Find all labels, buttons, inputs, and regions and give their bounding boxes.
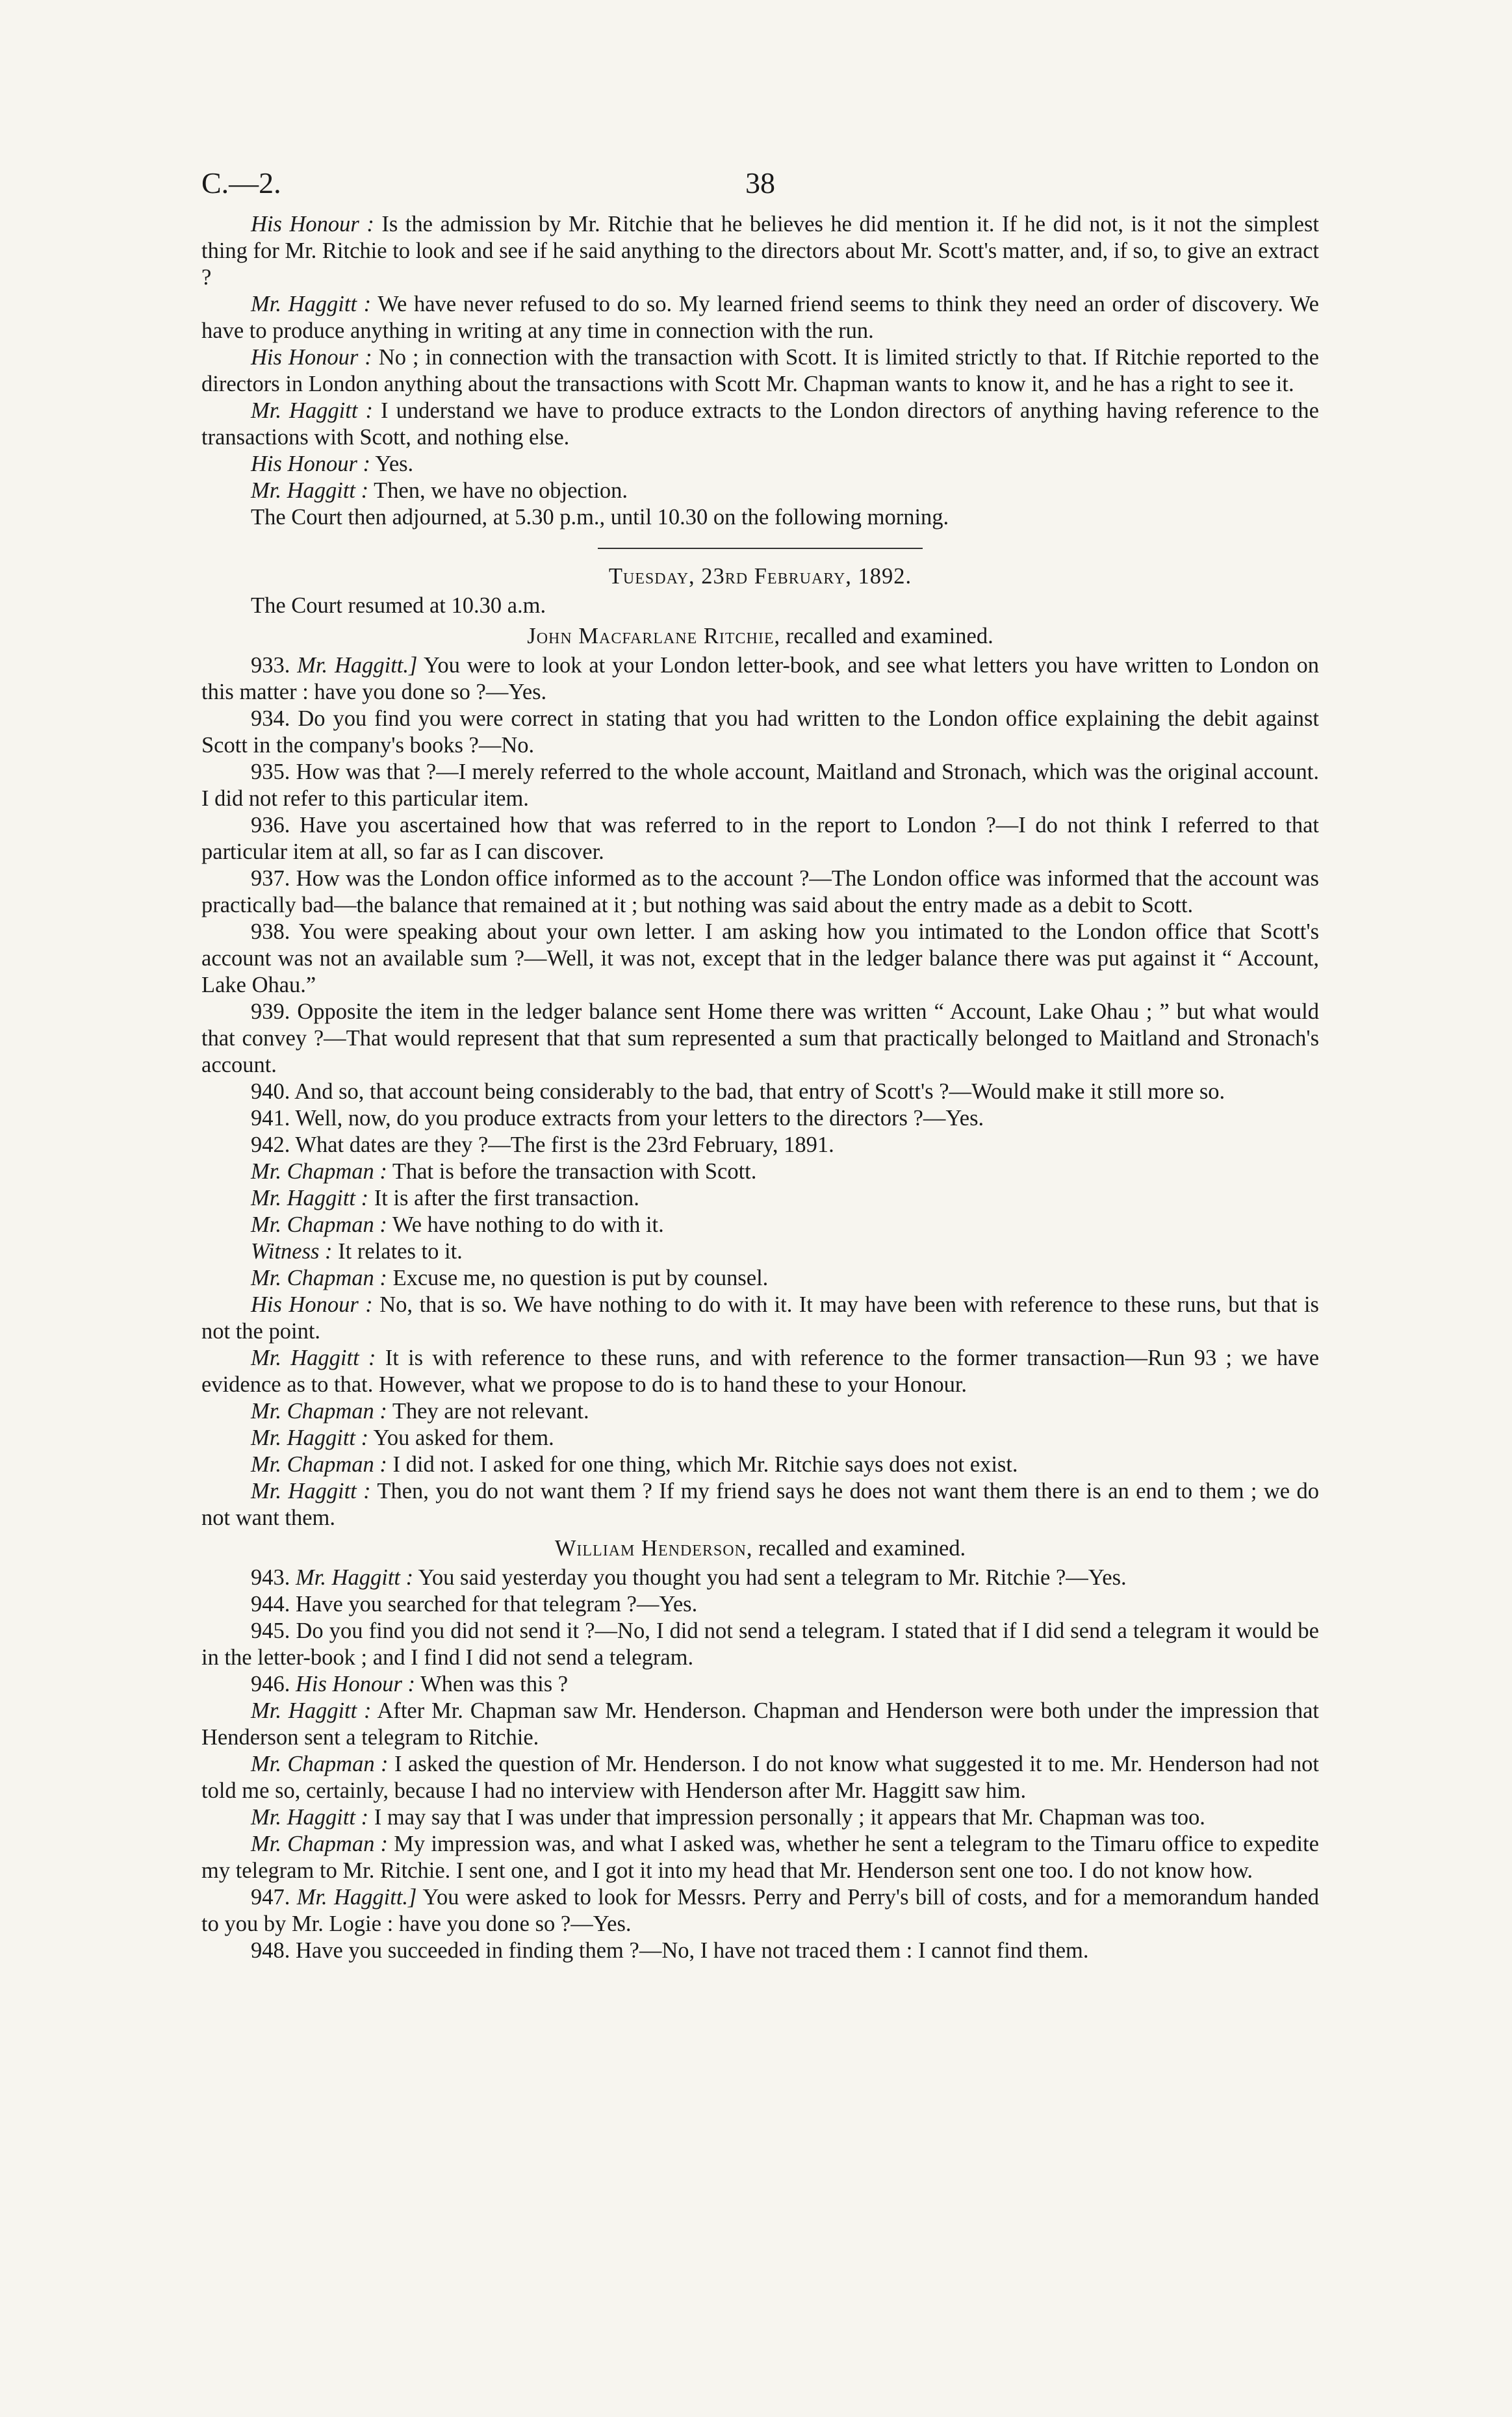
- speaker: Mr. Haggitt :: [251, 1805, 369, 1830]
- speaker: Mr. Chapman :: [251, 1399, 387, 1424]
- paragraph: [201, 1478, 1319, 1531]
- question-paragraph: [201, 999, 1319, 1079]
- page-number: 38: [745, 166, 775, 199]
- paragraph-text: I understand we have to produce extracts to the London directors of anything having reference to the transactions with Scott, and nothing else.: [201, 398, 1319, 450]
- paragraph-text: You asked for them.: [368, 1426, 554, 1450]
- speaker: His Honour :: [251, 345, 372, 370]
- paragraph-text: Have you ascertained how that was referred to in the report to London ?—I do not think I referred to that particular item at all, so far as I can discover.: [201, 813, 1319, 864]
- witness-status: recalled and examined.: [752, 1536, 966, 1561]
- paragraph-text: Then, we have no objection.: [368, 478, 628, 503]
- question-number: 938.: [251, 919, 290, 944]
- paragraph: [201, 1398, 1319, 1425]
- paragraph-text: Then, you do not want them ? If my friend says he does not want them there is an end to them ; we do not want them.: [201, 1479, 1319, 1530]
- paragraph-text: Well, now, do you produce extracts from your letters to the directors ?—Yes.: [290, 1106, 984, 1131]
- paragraph-text: Have you succeeded in finding them ?—No, I have not traced them : I cannot find them.: [290, 1938, 1089, 1963]
- document-code: C.—2.: [201, 166, 281, 199]
- speaker: Mr. Haggitt :: [251, 1479, 371, 1503]
- speaker: Mr. Chapman :: [251, 1452, 387, 1477]
- paragraph: [201, 451, 1319, 478]
- paragraph-text: No ; in connection with the transaction with Scott. It is limited strictly to that. If Ritchie reported to the directors in London anything about the transactions with Scott Mr. Chapman wants to know it, and he has a right to see it.: [201, 345, 1319, 396]
- paragraph-text: What dates are they ?—The first is the 23rd February, 1891.: [290, 1132, 834, 1157]
- speaker: Mr. Haggitt :: [251, 1346, 376, 1370]
- paragraph-text: That is before the transaction with Scott.: [387, 1159, 757, 1184]
- speaker: Mr. Haggitt.]: [296, 1885, 417, 1910]
- question-paragraph: [201, 652, 1319, 706]
- question-paragraph: [201, 1671, 1319, 1698]
- block-3: [201, 1565, 1319, 1964]
- question-paragraph: [201, 1937, 1319, 1964]
- paragraph: [201, 344, 1319, 398]
- page-header: [201, 166, 1319, 211]
- paragraph-text: Is the admission by Mr. Ritchie that he believes he did mention it. If he did not, is it not the simplest thing for Mr. Ritchie to look and see if he said anything to the directors about Mr. Scott's matter, and, if so, to give an extract ?: [201, 212, 1319, 290]
- speaker: Mr. Chapman :: [251, 1752, 389, 1776]
- witness-heading: [201, 623, 1319, 650]
- speaker: Mr. Haggitt :: [251, 292, 372, 316]
- question-paragraph: [201, 1105, 1319, 1132]
- paragraph-text: It relates to it.: [332, 1239, 463, 1264]
- block-1: [201, 211, 1319, 531]
- question-paragraph: [201, 865, 1319, 919]
- speaker: Mr. Haggitt :: [251, 478, 369, 503]
- paragraph: [201, 1238, 1319, 1265]
- paragraph-text: It is after the first transaction.: [368, 1186, 639, 1210]
- paragraph-text: When was this ?: [415, 1672, 569, 1696]
- paragraph-text: How was the London office informed as to the account ?—The London office was informed that the account was practically bad—the balance that remained at it ; but nothing was said about the entry made as a debit to Scott.: [201, 866, 1319, 917]
- speaker: Mr. Haggitt :: [251, 398, 373, 423]
- witness-name: William Henderson,: [554, 1536, 753, 1561]
- speaker: Mr. Haggitt.]: [297, 653, 418, 678]
- paragraph-text: They are not relevant.: [387, 1399, 589, 1424]
- court-resumed: The Court resumed at 10.30 a.m.: [251, 593, 546, 618]
- paragraph-text: The Court then adjourned, at 5.30 p.m., until 10.30 on the following morning.: [251, 505, 949, 530]
- question-number: 947.: [251, 1885, 290, 1910]
- question-paragraph: [201, 1132, 1319, 1158]
- speaker: Mr. Chapman :: [251, 1212, 387, 1237]
- paragraph: [201, 1451, 1319, 1478]
- speaker: Mr. Haggitt :: [296, 1565, 414, 1590]
- paragraph: [201, 1212, 1319, 1238]
- paragraph: [201, 1831, 1319, 1884]
- paragraph: [201, 1751, 1319, 1804]
- paragraph-text: I asked the question of Mr. Henderson. I do not know what suggested it to me. Mr. Henderson had not told me so, certainly, because I had no interview with Henderson after Mr. Haggitt saw him.: [201, 1752, 1319, 1803]
- block-2: [201, 652, 1319, 1531]
- paragraph-text: After Mr. Chapman saw Mr. Henderson. Chapman and Henderson were both under the impression that Henderson sent a telegram to Ritchie.: [201, 1698, 1319, 1750]
- question-number: 941.: [251, 1106, 290, 1131]
- paragraph-text: It is with reference to these runs, and with reference to the former transaction—Run 93 ; we have evidence as to that. However, what we propose to do is to hand these to your Honour.: [201, 1346, 1320, 1397]
- question-number: 937.: [251, 866, 290, 891]
- witness-status: recalled and examined.: [780, 624, 993, 648]
- paragraph-text: Excuse me, no question is put by counsel.: [387, 1266, 769, 1290]
- paragraph-text: You were speaking about your own letter. I am asking how you intimated to the London office that Scott's account was not an available sum ?—Well, it was not, except that in the ledger balance there was put against it “ Account, Lake Ohau.”: [201, 919, 1319, 997]
- question-number: 934.: [251, 706, 290, 731]
- witness-name: John Macfarlane Ritchie,: [527, 624, 781, 648]
- paragraph-text: You said yesterday you thought you had sent a telegram to Mr. Ritchie ?—Yes.: [413, 1565, 1127, 1590]
- speaker: Mr. Haggitt :: [251, 1698, 372, 1723]
- speaker: Mr. Chapman :: [251, 1159, 387, 1184]
- document-page: [201, 166, 1319, 1964]
- speaker: Mr. Haggitt :: [251, 1426, 369, 1450]
- speaker: His Honour :: [296, 1672, 416, 1696]
- paragraph-text: I may say that I was under that impression personally ; it appears that Mr. Chapman was too.: [368, 1805, 1205, 1830]
- paragraph: [201, 1698, 1319, 1751]
- paragraph-text: You were asked to look for Messrs. Perry and Perry's bill of costs, and for a memorandum handed to you by Mr. Logie : have you done so ?—Yes.: [201, 1885, 1320, 1936]
- question-number: 946.: [251, 1672, 290, 1696]
- paragraph: [201, 1185, 1319, 1212]
- paragraph-text: How was that ?—I merely referred to the whole account, Maitland and Stronach, which was the original account. I did not refer to this particular item.: [201, 760, 1319, 811]
- paragraph-text: And so, that account being considerably to the bad, that entry of Scott's ?—Would make it still more so.: [290, 1079, 1225, 1104]
- question-number: 939.: [251, 999, 290, 1024]
- question-paragraph: [201, 919, 1319, 999]
- speaker: His Honour :: [251, 212, 374, 237]
- speaker: Mr. Haggitt :: [251, 1186, 369, 1210]
- question-paragraph: [201, 1079, 1319, 1105]
- paragraph-text: We have nothing to do with it.: [387, 1212, 664, 1237]
- question-number: 944.: [251, 1592, 290, 1617]
- speaker: Mr. Chapman :: [251, 1832, 389, 1856]
- paragraph: [201, 398, 1319, 451]
- question-number: 933.: [251, 653, 290, 678]
- question-number: 943.: [251, 1565, 290, 1590]
- paragraph: [201, 504, 1319, 531]
- question-number: 935.: [251, 760, 290, 784]
- section-divider: [598, 548, 923, 549]
- paragraph-text: Yes.: [370, 452, 414, 476]
- paragraph-text: We have never refused to do so. My learned friend seems to think they need an order of discovery. We have to produce anything in writing at any time in connection with the run.: [201, 292, 1319, 343]
- speaker: Mr. Chapman :: [251, 1266, 387, 1290]
- question-number: 942.: [251, 1132, 290, 1157]
- paragraph: [201, 1265, 1319, 1292]
- question-paragraph: [201, 1884, 1319, 1937]
- paragraph-text: Have you searched for that telegram ?—Yes.: [290, 1592, 698, 1617]
- date-heading: Tuesday, 23rd February, 1892.: [608, 564, 912, 589]
- question-paragraph: [201, 1591, 1319, 1618]
- paragraph-text: I did not. I asked for one thing, which Mr. Ritchie says does not exist.: [387, 1452, 1018, 1477]
- speaker: His Honour :: [251, 452, 371, 476]
- question-number: 940.: [251, 1079, 290, 1104]
- paragraph-text: My impression was, and what I asked was, whether he sent a telegram to the Timaru office to expedite my telegram to Mr. Ritchie. I sent one, and I got it into my head that Mr. Henderson sent one too. I do not know how.: [201, 1832, 1319, 1883]
- question-number: 948.: [251, 1938, 290, 1963]
- paragraph: [201, 1425, 1319, 1451]
- paragraph: [201, 478, 1319, 504]
- paragraph: [201, 1345, 1319, 1398]
- paragraph: [201, 1804, 1319, 1831]
- paragraph-text: Do you find you did not send it ?—No, I did not send a telegram. I stated that if I did send a telegram it would be in the letter-book ; and I find I did not send a telegram.: [201, 1618, 1319, 1670]
- witness-heading: [201, 1535, 1319, 1562]
- speaker: Witness :: [251, 1239, 333, 1264]
- speaker: His Honour :: [251, 1292, 373, 1317]
- question-paragraph: [201, 759, 1319, 812]
- paragraph: [201, 1158, 1319, 1185]
- paragraph: [201, 291, 1319, 344]
- question-number: 945.: [251, 1618, 290, 1643]
- paragraph-text: Do you find you were correct in stating that you had written to the London office explaining the debit against Scott in the company's books ?—No.: [201, 706, 1319, 758]
- paragraph: [201, 211, 1319, 291]
- paragraph-text: You were to look at your London letter-book, and see what letters you have written to London on this matter : have you done so ?—Yes.: [201, 653, 1320, 704]
- paragraph-text: No, that is so. We have nothing to do with it. It may have been with reference to these runs, but that is not the point.: [201, 1292, 1319, 1344]
- question-paragraph: [201, 1565, 1319, 1591]
- question-number: 936.: [251, 813, 290, 838]
- paragraph-text: Opposite the item in the ledger balance sent Home there was written “ Account, Lake Ohau ; ” but what would that convey ?—That would represent that that sum represented a sum that practically belonged to Maitland and Stronach's account.: [201, 999, 1319, 1077]
- paragraph: [201, 1292, 1319, 1345]
- question-paragraph: [201, 706, 1319, 759]
- question-paragraph: [201, 1618, 1319, 1671]
- question-paragraph: [201, 812, 1319, 865]
